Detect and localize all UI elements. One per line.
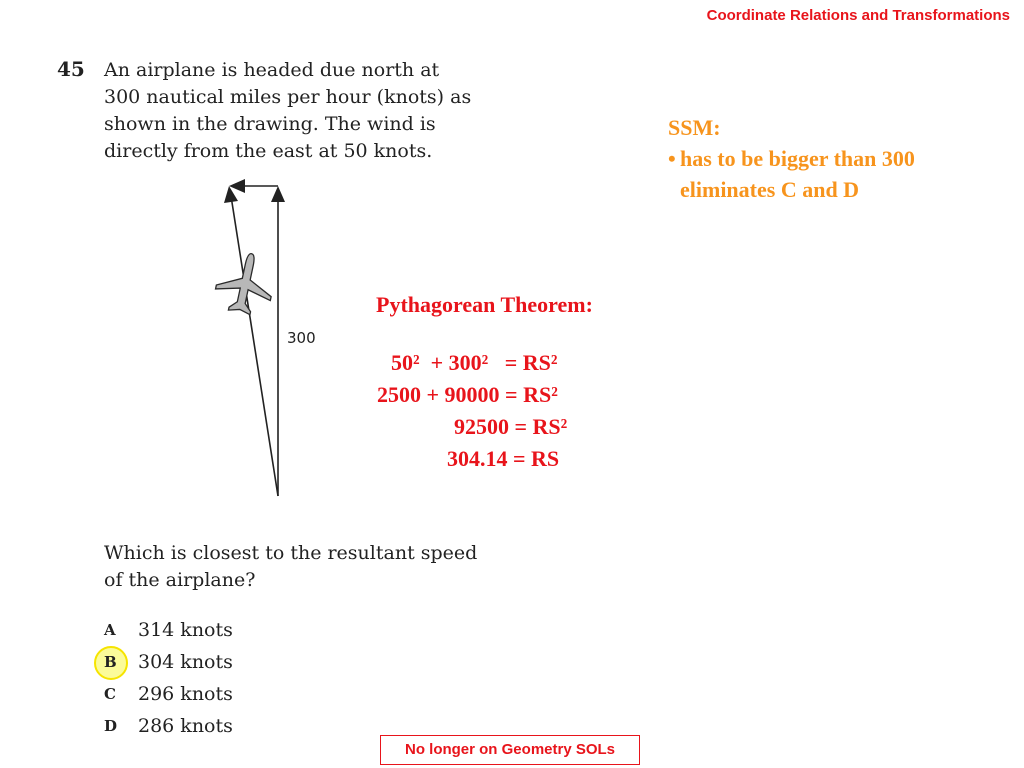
choice-text: 286 knots — [138, 715, 233, 737]
ssm-note — [668, 112, 915, 205]
equation-line: 2500 + 90000 = RS² — [377, 382, 558, 407]
footer-note: No longer on Geometry SOLs — [380, 735, 640, 765]
equation-line: 304.14 = RS — [447, 446, 560, 471]
arrow-north-icon — [271, 186, 285, 202]
pythagorean-work — [376, 289, 666, 471]
question-line: 300 nautical miles per hour (knots) as — [104, 86, 472, 108]
question-number: 45 — [57, 57, 85, 81]
choice-text: 304 knots — [138, 651, 233, 673]
prompt-line: of the airplane? — [104, 569, 256, 591]
resultant-vector-line — [231, 196, 278, 496]
question-line: directly from the east at 50 knots. — [104, 140, 433, 162]
choice-c[interactable] — [104, 678, 233, 710]
choice-text: 314 knots — [138, 619, 233, 641]
equation-line: 50² + 300² = RS² — [391, 350, 558, 375]
ssm-title: SSM: — [668, 115, 721, 140]
choice-letter: A — [104, 621, 116, 639]
choice-text: 296 knots — [138, 683, 233, 705]
choice-b[interactable] — [104, 646, 233, 678]
choice-d[interactable] — [104, 710, 233, 742]
slide-title: Coordinate Relations and Transformations — [706, 7, 1010, 24]
choice-letter: B — [104, 653, 117, 671]
choice-letter: C — [104, 685, 116, 703]
question-line: An airplane is headed due north at — [104, 59, 440, 81]
pythagorean-title: Pythagorean Theorem: — [376, 292, 593, 317]
prompt-line: Which is closest to the resultant speed — [104, 542, 478, 564]
ssm-bullet-text: has to be bigger than 300 eliminates C and D — [680, 146, 915, 202]
choice-letter: D — [104, 717, 118, 735]
answer-choices — [104, 614, 233, 742]
question-prompt — [104, 540, 477, 594]
question-line: shown in the drawing. The wind is — [104, 113, 436, 135]
ssm-bullet — [668, 143, 915, 205]
choice-a[interactable] — [104, 614, 233, 646]
airplane-icon — [212, 248, 279, 318]
equation-line: 92500 = RS² — [454, 414, 568, 439]
bullet-icon: • — [668, 146, 676, 171]
vector-300-label: 300 — [287, 329, 316, 347]
